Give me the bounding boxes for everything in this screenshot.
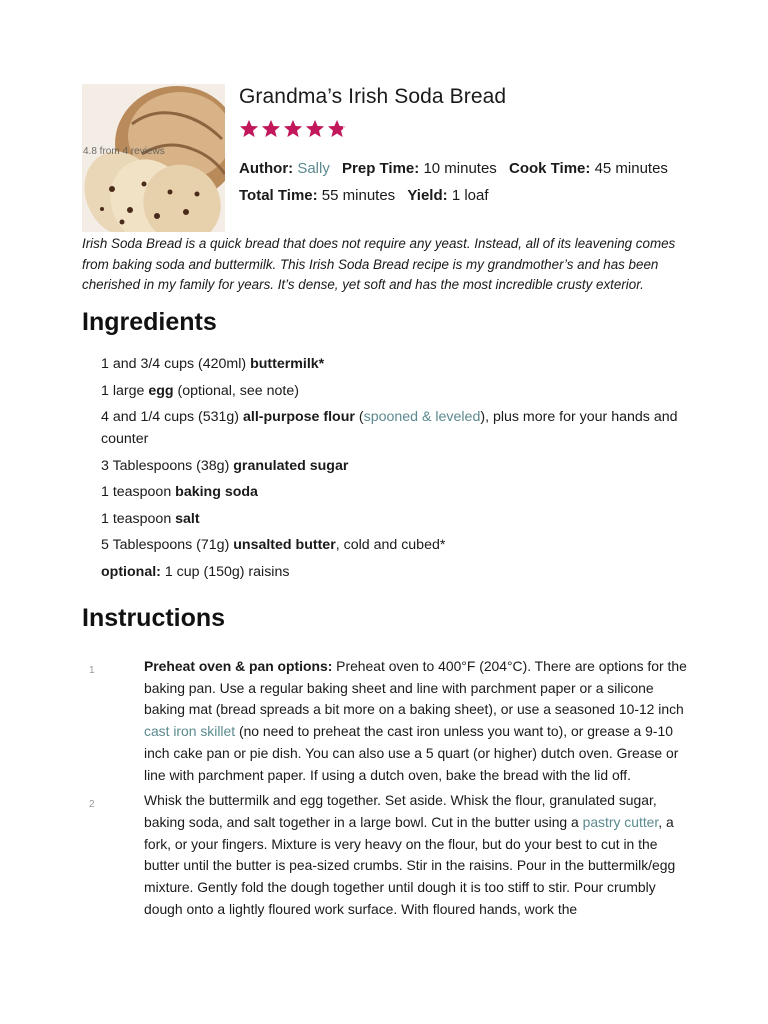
recipe-photo [82,84,225,232]
step-text: (no need to preheat the cast iron unless you want to), or grease a 9-10 inch cake pan or pie dish. You can also use a 5 quart (or higher) dutch oven. Grease or line with parchment paper. If using a dutch oven, bake the bread with the lid off. [144,723,679,783]
step-title: Preheat oven & pan options: [144,658,333,674]
ingredient-note: 1 cup (150g) raisins [160,563,290,580]
instruction-step [82,790,692,920]
yield-value: 1 loaf [451,187,489,204]
ingredient-amount: 1 teaspoon [101,510,176,527]
ingredient-item [101,508,691,530]
instruction-step [82,656,692,786]
step-link[interactable]: cast iron skillet [144,723,236,740]
total-time-label: Total Time: [239,187,318,204]
ingredient-name: optional: [101,563,161,580]
step-text: , a fork, or your fingers. Mixture is very heavy on the flour, but do your best to cut in the butter until the butter is pea-sized crumbs. Stir in the raisins. Pour in the buttermilk/egg mixture. Gently fold the dough together until dough it is too stiff to stir. Pour crumbly dough onto a lightly floured work surface. With floured hands, work the [144,813,676,917]
cook-time-label: Cook Time: [508,160,591,177]
ingredient-link[interactable]: spooned & leveled [363,409,481,425]
ingredient-text: ( [354,409,364,425]
ingredients-heading: Ingredients [82,308,217,336]
ingredient-name: unsalted butter [233,537,336,553]
ingredient-name: granulated sugar [233,457,349,474]
ingredient-note: ), plus more for your hands and counter [101,409,678,447]
yield-label: Yield: [407,187,448,204]
step-number: 2 [89,799,95,811]
ingredient-amount: 1 and 3/4 cups (420ml) [101,356,251,372]
recipe-meta-row-1 [239,160,668,177]
recipe-summary: Irish Soda Bread is a quick bread that does not require any yeast. Instead, all of its leavening comes from baking soda and buttermilk. This Irish Soda Bread recipe is my grandmother’s and has been cherished in my family for years. It’s dense, yet soft and has the most incredible crusty exterior. [82,236,676,292]
soda-bread-image [82,84,225,232]
step-text: Preheat oven to 400°F (204°C). There are options for the baking pan. Use a regular baking sheet and line with parchment paper or a silicone baking mat (bread spreads a bit more on a baking sheet), or use a seasoned 10-12 inch [144,658,687,718]
ingredient-item [101,455,691,477]
star-icon[interactable] [239,119,259,139]
ingredient-item [101,534,691,556]
ingredient-name: egg [148,382,174,399]
step-number: 1 [89,665,95,676]
star-icon[interactable] [327,119,347,139]
instructions-heading: Instructions [82,604,226,632]
cook-time-value: 45 minutes [594,160,668,177]
ingredient-item [101,481,691,503]
rating-summary: 4.8 from 4 reviews [83,146,165,157]
ingredient-item [101,406,691,450]
ingredient-amount: 3 Tablespoons (38g) [101,457,234,474]
prep-time-value: 10 minutes [423,160,497,177]
ingredient-note: (optional, see note) [173,382,299,399]
instructions-list [82,656,692,924]
ingredient-item [101,380,691,402]
star-icon[interactable] [283,119,303,139]
ingredient-item [101,561,691,583]
recipe-title: Grandma’s Irish Soda Bread [239,85,507,108]
star-rating[interactable] [239,119,347,139]
total-time-value: 55 minutes [321,187,396,204]
recipe-header [82,84,702,232]
step-text: Whisk the buttermilk and egg together. Set aside. Whisk the flour, granulated sugar, baking soda, and salt together in a large bowl. Cut in the butter using a [144,792,657,830]
star-icon[interactable] [261,119,281,139]
ingredient-note: , cold and cubed* [335,537,446,553]
prep-time-label: Prep Time: [342,160,420,177]
ingredient-amount: 4 and 1/4 cups (531g) [101,409,243,425]
ingredients-list [101,353,691,587]
ingredient-name: salt [175,510,200,527]
ingredient-amount: 5 Tablespoons (71g) [101,537,234,553]
step-link[interactable]: pastry cutter [582,813,659,830]
ingredient-item [101,353,691,375]
ingredient-name: buttermilk* [250,356,325,372]
ingredient-name: baking soda [175,484,258,500]
ingredient-amount: 1 large [101,382,149,399]
author-link[interactable]: Sally [297,160,330,177]
recipe-meta-row-2 [239,187,489,204]
author-label: Author: [239,160,294,177]
ingredient-amount: 1 teaspoon [101,484,176,500]
star-icon[interactable] [305,119,325,139]
ingredient-name: all-purpose flour [242,409,355,425]
